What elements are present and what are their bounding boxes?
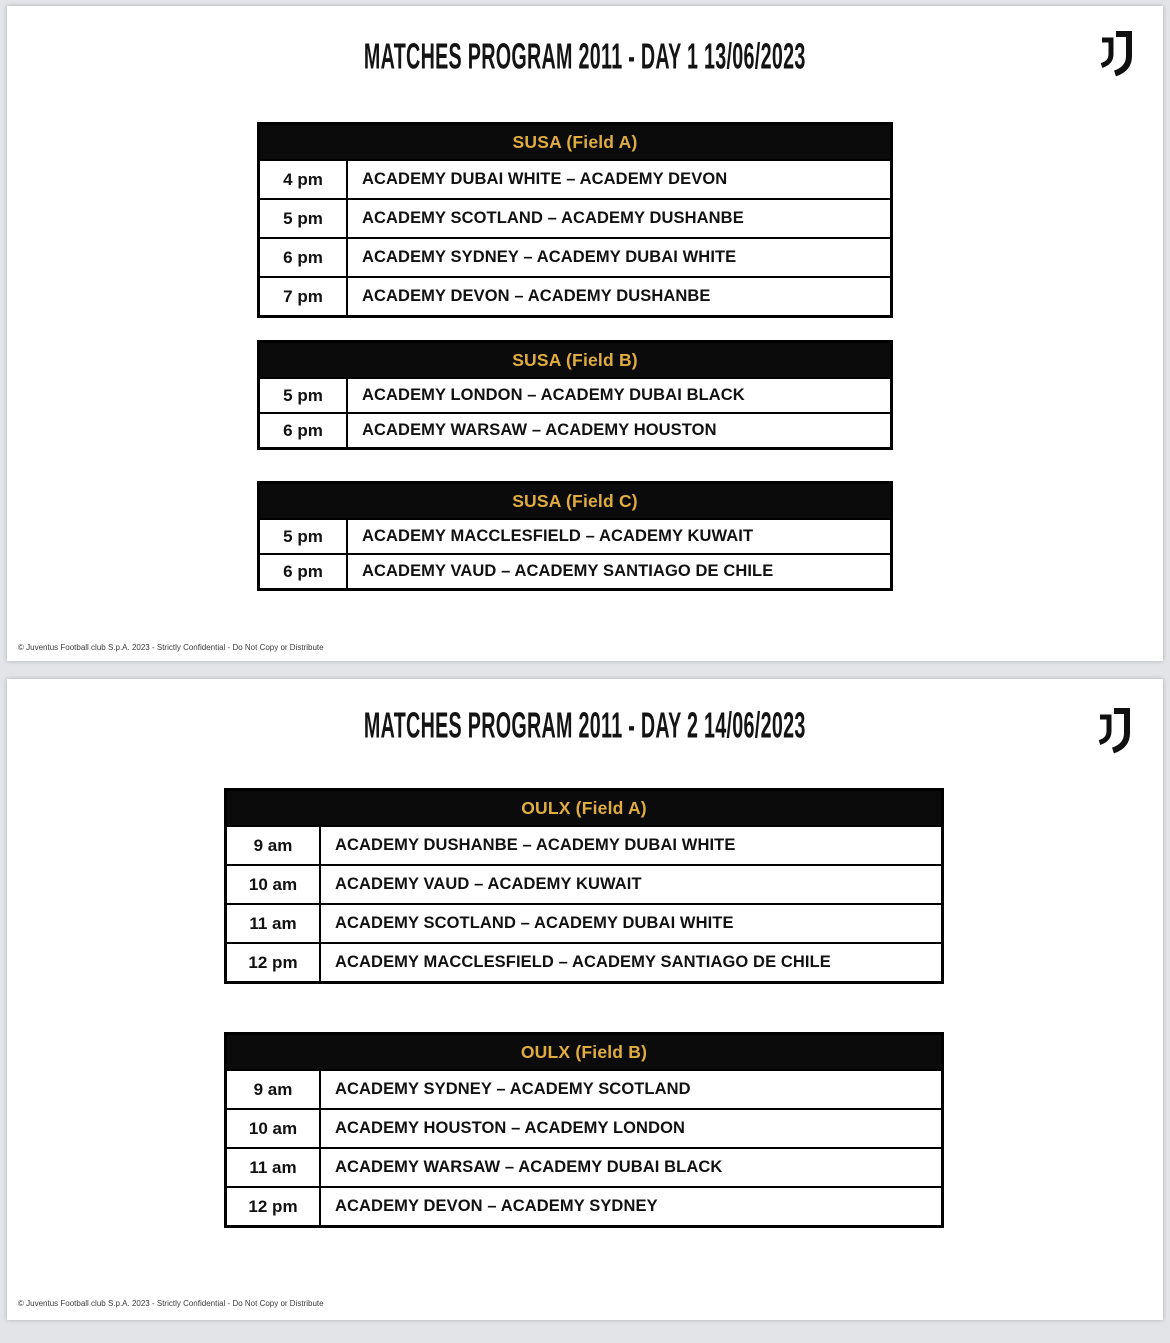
- match-cell: ACADEMY HOUSTON – ACADEMY LONDON: [335, 1119, 686, 1137]
- table-row: [260, 237, 890, 276]
- time-cell: 5 pm: [260, 379, 348, 412]
- document-page-1: [7, 6, 1163, 661]
- table-header: OULX (Field A): [227, 791, 941, 825]
- confidential-footer: © Juventus Football club S.p.A. 2023 - Strictly Confidential - Do Not Copy or Distribute: [18, 1299, 324, 1308]
- page-title-text: MATCHES PROGRAM 2011 - DAY 1 13/06/2023: [364, 37, 806, 77]
- match-cell: ACADEMY WARSAW – ACADEMY HOUSTON: [362, 421, 717, 439]
- time-cell: 5 pm: [260, 520, 348, 553]
- time-cell: 11 am: [227, 1149, 321, 1186]
- match-cell: ACADEMY SCOTLAND – ACADEMY DUSHANBE: [362, 209, 744, 227]
- time-cell: 11 am: [227, 905, 321, 942]
- match-cell: ACADEMY MACCLESFIELD – ACADEMY KUWAIT: [362, 527, 754, 545]
- match-cell: ACADEMY SYDNEY – ACADEMY DUBAI WHITE: [362, 248, 737, 266]
- juventus-logo-icon: [1093, 26, 1137, 85]
- table-row: [260, 518, 890, 553]
- table-row: [260, 553, 890, 588]
- time-cell: 12 pm: [227, 1188, 321, 1225]
- match-cell: ACADEMY SCOTLAND – ACADEMY DUBAI WHITE: [335, 914, 734, 932]
- table-header: OULX (Field B): [227, 1035, 941, 1069]
- page-title-text: MATCHES PROGRAM 2011 - DAY 2 14/06/2023: [364, 706, 806, 746]
- table-row: [227, 942, 941, 981]
- table-row: [260, 276, 890, 315]
- table-row: [227, 864, 941, 903]
- table-row: [227, 1147, 941, 1186]
- match-cell: ACADEMY DUBAI WHITE – ACADEMY DEVON: [362, 170, 728, 188]
- time-cell: 12 pm: [227, 944, 321, 981]
- page-title: [7, 707, 1163, 746]
- match-cell: ACADEMY WARSAW – ACADEMY DUBAI BLACK: [335, 1158, 723, 1176]
- table-row: [227, 1108, 941, 1147]
- schedule-table-oulx-field-a: [224, 788, 944, 984]
- table-row: [227, 1186, 941, 1225]
- time-cell: 5 pm: [260, 200, 348, 237]
- schedule-table-oulx-field-b: [224, 1032, 944, 1228]
- time-cell: 10 am: [227, 1110, 321, 1147]
- match-cell: ACADEMY VAUD – ACADEMY KUWAIT: [335, 875, 642, 893]
- table-header: SUSA (Field B): [260, 343, 890, 377]
- time-cell: 6 pm: [260, 239, 348, 276]
- match-cell: ACADEMY LONDON – ACADEMY DUBAI BLACK: [362, 386, 745, 404]
- table-row: [260, 412, 890, 447]
- time-cell: 7 pm: [260, 278, 348, 315]
- time-cell: 4 pm: [260, 161, 348, 198]
- match-cell: ACADEMY DEVON – ACADEMY SYDNEY: [335, 1197, 658, 1215]
- confidential-footer: © Juventus Football club S.p.A. 2023 - Strictly Confidential - Do Not Copy or Distribute: [18, 643, 324, 652]
- table-header: SUSA (Field C): [260, 484, 890, 518]
- table-row: [260, 377, 890, 412]
- table-row: [260, 198, 890, 237]
- table-row: [227, 903, 941, 942]
- match-cell: ACADEMY DUSHANBE – ACADEMY DUBAI WHITE: [335, 836, 736, 854]
- match-cell: ACADEMY DEVON – ACADEMY DUSHANBE: [362, 287, 711, 305]
- table-row: [227, 1069, 941, 1108]
- juventus-logo-icon: [1091, 703, 1135, 762]
- table-row: [260, 159, 890, 198]
- schedule-table-susa-field-a: [257, 122, 893, 318]
- time-cell: 9 am: [227, 1071, 321, 1108]
- time-cell: 6 pm: [260, 414, 348, 447]
- schedule-table-susa-field-b: [257, 340, 893, 450]
- table-header: SUSA (Field A): [260, 125, 890, 159]
- time-cell: 10 am: [227, 866, 321, 903]
- time-cell: 9 am: [227, 827, 321, 864]
- match-cell: ACADEMY VAUD – ACADEMY SANTIAGO DE CHILE: [362, 562, 774, 580]
- match-cell: ACADEMY MACCLESFIELD – ACADEMY SANTIAGO DE CHILE: [335, 953, 831, 971]
- document-page-2: [7, 679, 1163, 1320]
- time-cell: 6 pm: [260, 555, 348, 588]
- schedule-table-susa-field-c: [257, 481, 893, 591]
- page-title: [7, 38, 1163, 77]
- table-row: [227, 825, 941, 864]
- match-cell: ACADEMY SYDNEY – ACADEMY SCOTLAND: [335, 1080, 691, 1098]
